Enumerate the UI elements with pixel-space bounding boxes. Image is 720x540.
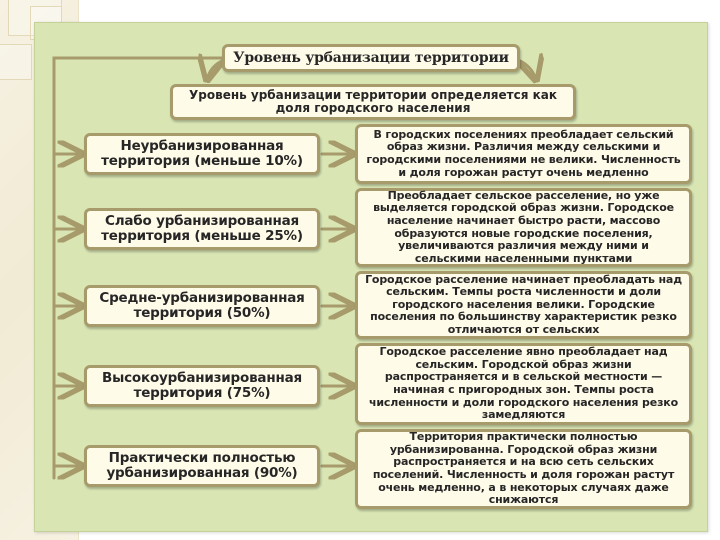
level-box-fully-urbanized: Практически полностью урбанизированная (90%)	[84, 445, 320, 487]
trunk-line	[54, 58, 222, 478]
level-box-highly-urbanized: Высокоурбанизированная территория (75%)	[84, 365, 320, 407]
title-arrow-right	[518, 60, 536, 80]
level-description-4: Городское расселение явно преобладает над сельским. Городской образ жизни распространяется и в сельской местности — начиная с пригородных зон. Темпы роста численности и доли городского населения резко замедляются	[355, 343, 692, 425]
level-box-weakly-urbanized: Слабо урбанизированная территория (меньше 25%)	[84, 208, 320, 250]
level-description-5: Территория практически полностью урбанизированна. Городской образ жизни распространяется и на всю сеть сельских поселений. Численность и доля горожан растут очень медленно, а в некоторых случаях даже снижаются	[355, 429, 692, 509]
level-description-3: Городское расселение начинает преобладать над сельским. Темпы роста численности и доли городского населения велики. Городские поселения по большинству характеристик резко отличаются от сельских	[355, 271, 692, 339]
level-box-unurbanized: Неурбанизированная территория (меньше 10%)	[84, 133, 320, 175]
level-description-2: Преобладает сельское расселение, но уже выделяется городской образ жизни. Городское население начинает быстро расти, массово образуются новые городские поселения, увеличиваются различия между ними и сельскими населенными пунктами	[355, 188, 692, 267]
diagram-title: Уровень урбанизации территории	[222, 44, 520, 72]
level-description-1: В городских поселениях преобладает сельский образ жизни. Различия между сельскими и городскими поселениями не велики. Численность и доля горожан растут очень медленно	[355, 124, 692, 184]
level-box-medium-urbanized: Средне-урбанизированная территория (50%)	[84, 285, 320, 327]
definition-box: Уровень урбанизации территории определяется как доля городского населения	[170, 84, 576, 120]
